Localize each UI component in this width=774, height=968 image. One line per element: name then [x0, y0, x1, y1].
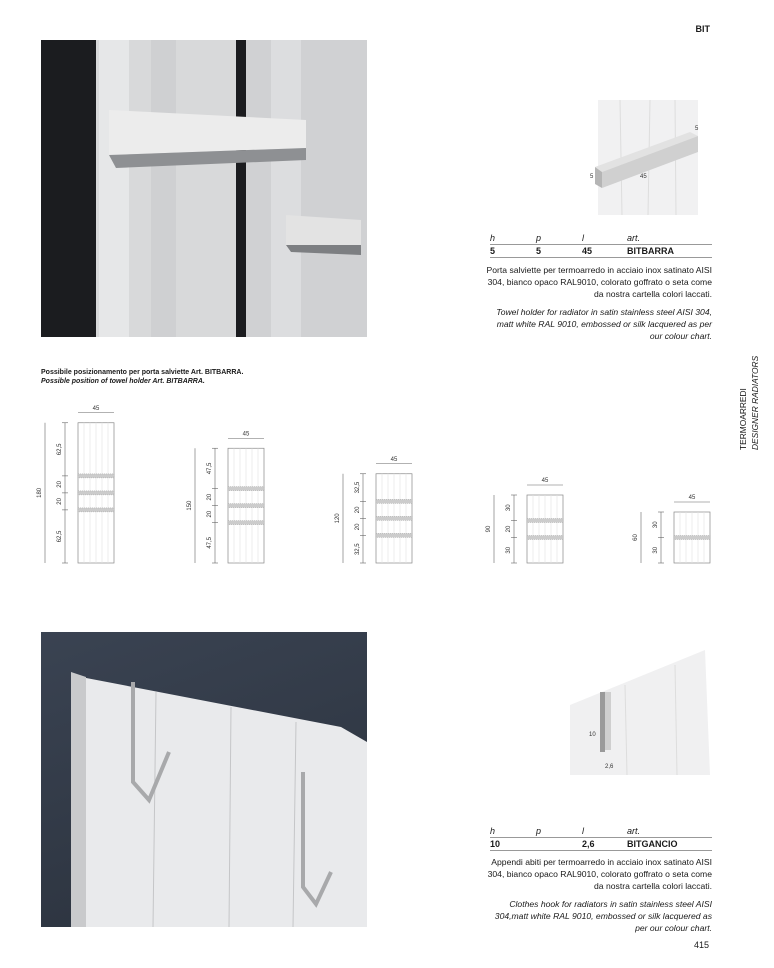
col-l: l — [582, 233, 584, 243]
caption-it: Possibile posizionamento per porta salviette Art. BITBARRA. — [41, 369, 244, 376]
val-art: BITBARRA — [627, 246, 674, 256]
val-l: 2,6 — [582, 839, 595, 849]
bitgancio-desc-en: Clothes hook for radiators in satin stainless steel AISI 304,matt white RAL 9010, embossed or silk lacquered as per our colour chart. — [494, 899, 712, 933]
dim-h-label: 5 — [695, 126, 699, 132]
segment-label: 20 — [506, 525, 512, 533]
towel-bar-position — [78, 474, 114, 478]
val-h: 5 — [490, 246, 496, 256]
segment-label: 20 — [207, 493, 213, 501]
width-label: 45 — [541, 478, 549, 484]
col-p: p — [536, 233, 542, 243]
dim-l-label: 45 — [640, 174, 647, 180]
segment-label: 62,5 — [57, 443, 63, 456]
segment-label: 30 — [506, 546, 512, 554]
val-art: BITGANCIO — [627, 839, 678, 849]
segment-label: 20 — [355, 506, 361, 514]
clothes-hook-photo — [41, 632, 367, 927]
towel-bar-position — [376, 516, 412, 520]
segment-label: 47,5 — [207, 536, 213, 549]
segment-label: 20 — [57, 481, 63, 488]
segment-label: 20 — [355, 523, 361, 531]
bitgancio-desc-it: Appendi abiti per termoarredo in acciaio inox satinato AISI 304, bianco opaco RAL9010, colorato goffrato o seta come da nostra cartella colori laccati. — [487, 857, 712, 891]
width-label: 45 — [92, 405, 100, 412]
bitgancio-product-drawing — [565, 650, 715, 783]
side-label-en: DESIGNER RADIATORS — [750, 355, 760, 450]
total-height-label: 180 — [37, 487, 43, 498]
total-height-label: 60 — [633, 534, 639, 541]
bitgancio-spec-table — [490, 825, 712, 851]
towel-bar-position — [527, 519, 563, 523]
bitbarra-product-drawing — [590, 100, 715, 223]
width-label: 45 — [390, 456, 398, 463]
towel-bar-position — [78, 491, 114, 495]
col-art: art. — [627, 233, 641, 243]
side-label-it: TERMOARREDI — [738, 388, 748, 450]
segment-label: 30 — [653, 521, 659, 529]
towel-bar-position — [376, 533, 412, 537]
val-h: 10 — [490, 839, 501, 849]
col-p: p — [536, 826, 542, 836]
towel-bar-position — [674, 536, 710, 540]
radiator-diagram — [37, 406, 114, 563]
col-l: l — [582, 826, 584, 836]
bitbarra-spec-table — [490, 232, 712, 258]
caption-en: Possible position of towel holder Art. BITBARRA. — [41, 378, 205, 385]
bitbarra-desc-it: Porta salviette per termoarredo in acciaio inox satinato AISI 304, bianco opaco RAL9010, colorato goffrato o seta come da nostra cartella colori laccati. — [486, 265, 712, 299]
towel-bar-position — [228, 504, 264, 508]
total-height-label: 150 — [187, 500, 193, 511]
segment-label: 32,5 — [355, 543, 361, 556]
col-h: h — [490, 826, 496, 836]
radiator-diagram — [187, 431, 264, 563]
val-p: 5 — [536, 246, 542, 256]
val-l: 45 — [582, 246, 593, 256]
towel-bar-position — [376, 499, 412, 503]
segment-label: 30 — [506, 504, 512, 512]
total-height-label: 90 — [486, 525, 492, 533]
segment-label: 20 — [57, 498, 63, 505]
towel-bar-position — [78, 508, 114, 512]
segment-label: 20 — [207, 510, 213, 518]
width-label: 45 — [242, 431, 250, 438]
bitbarra-desc-en: Towel holder for radiator in satin stainless steel AISI 304, matt white RAL 9010, embossed or silk lacquered as per our colour chart. — [496, 307, 712, 341]
towel-bar-position — [527, 536, 563, 540]
radiator-diagram — [486, 478, 563, 563]
radiator-diagram — [335, 457, 412, 563]
segment-label: 47,5 — [207, 462, 213, 475]
col-art: art. — [627, 826, 641, 836]
positioning-diagrams — [0, 395, 774, 575]
dim-l-label: 2,6 — [605, 764, 614, 770]
dim-p-label: 5 — [590, 174, 594, 180]
segment-label: 30 — [653, 546, 659, 554]
segment-label: 62,5 — [57, 530, 63, 543]
section-header: BIT — [695, 24, 710, 34]
col-h: h — [490, 233, 496, 243]
width-label: 45 — [688, 495, 696, 501]
segment-label: 32,5 — [355, 481, 361, 494]
dim-h-label: 10 — [589, 732, 596, 738]
photo-caption — [41, 368, 243, 386]
towel-holder-photo — [41, 40, 367, 337]
page-number: 415 — [694, 940, 710, 950]
total-height-label: 120 — [335, 513, 341, 524]
towel-bar-position — [228, 521, 264, 525]
radiator-diagram — [633, 495, 710, 563]
towel-bar-position — [228, 487, 264, 491]
